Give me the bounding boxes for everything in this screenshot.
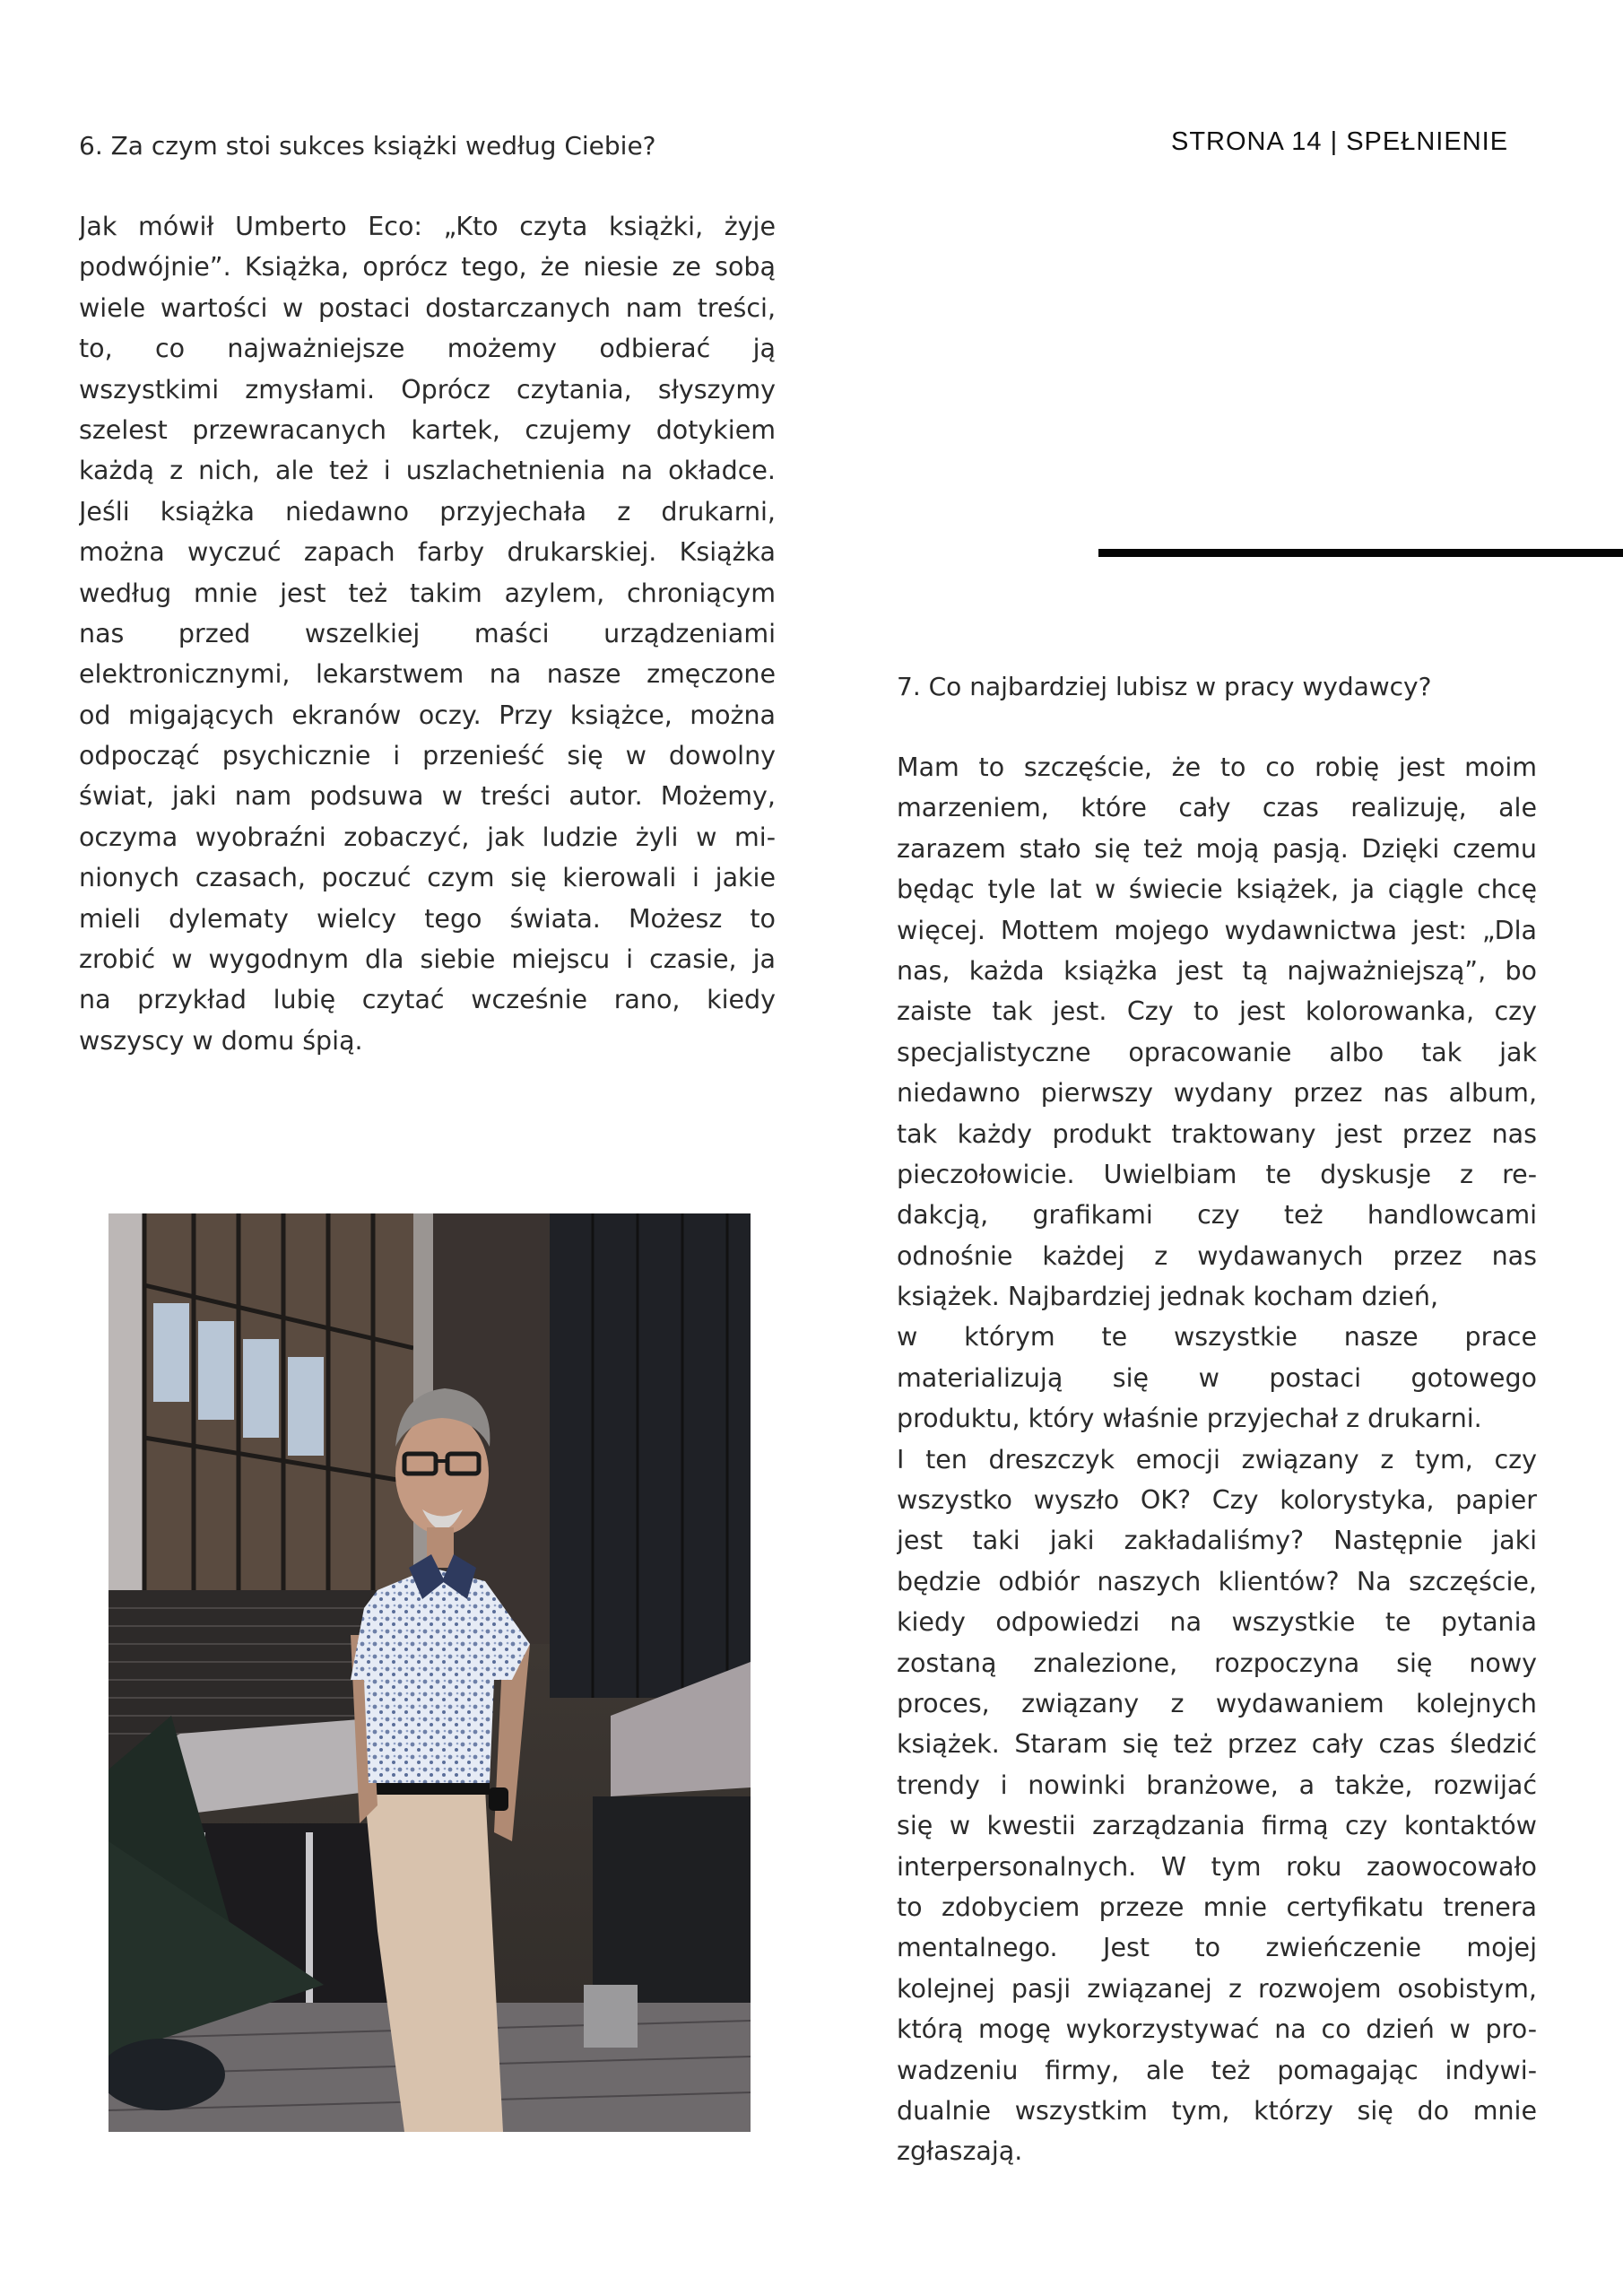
answer-line: książek. Najbardziej jednak kocham dzień, (897, 1282, 1439, 1312)
answer-line: zostaną znalezione, rozpoczyna się nowy (897, 1648, 1537, 1678)
answer-line: według mnie jest też takim azylem, chroniącym (79, 578, 776, 608)
answer-line: mentalnego. Jest to zwieńczenie mojej (897, 1933, 1537, 1963)
answer-line: I ten dreszczyk emocji związany z tym, czy (897, 1444, 1537, 1474)
answer-line: zrobić w wygodnym dla siebie miejscu i czasie, ja (79, 944, 776, 975)
right-column (897, 666, 1537, 2172)
answer-line: mieli dylematy wielcy tego świata. Możesz to (79, 903, 776, 934)
answer-line: nas przed wszelkiej maści urządzeniami (79, 618, 776, 648)
answer-line: proces, związany z wydawaniem kolejnych (897, 1688, 1537, 1718)
answer-line: wszyscy w domu śpią. (79, 1025, 363, 1056)
answer-line: szelest przewracanych kartek, czujemy dotykiem (79, 414, 776, 445)
answer-line: się w kwestii zarządzania firmą czy kontaktów (897, 1811, 1537, 1841)
answer-line: materializują się w postaci gotowego (897, 1362, 1537, 1393)
page-header-label: STRONA 14 | SPEŁNIENIE (1171, 127, 1509, 156)
left-column (79, 126, 776, 1061)
answer-line: pieczołowicie. Uwielbiam te dyskusje z re- (897, 1159, 1537, 1189)
question-7: 7. Co najbardziej lubisz w pracy wydawcy? (897, 672, 1432, 701)
answer-7 (897, 747, 1537, 2172)
answer-line: oczyma wyobraźni zobaczyć, jak ludzie żyli w mi- (79, 822, 776, 852)
answer-line: wszystko wyszło OK? Czy kolorystyka, papier (897, 1485, 1537, 1516)
answer-line: specjalistyczne opracowanie albo tak jak (897, 1037, 1537, 1067)
answer-line: wiele wartości w postaci dostarczanych nam treści, (79, 292, 776, 323)
answer-line: zarazem stało się też moją pasją. Dzięki czemu (897, 833, 1537, 864)
answer-line: wadzeniu firmy, ale też pomagając indywi- (897, 2055, 1537, 2085)
answer-line: elektronicznymi, lekarstwem na nasze zmęczone (79, 659, 776, 690)
answer-line: w którym te wszystkie nasze prace (897, 1322, 1537, 1352)
answer-line: Jak mówił Umberto Eco: „Kto czyta książki, żyje (79, 212, 776, 241)
answer-line: każdą z nich, ale też i uszlachetnienia na okładce. (79, 456, 776, 486)
answer-line: nionych czasach, poczuć czym się kierowali i jakie (79, 863, 776, 893)
divider-rule (1098, 549, 1623, 557)
answer-line: książek. Staram się też przez cały czas śledzić (897, 1729, 1537, 1760)
answer-line: wszystkimi zmysłami. Oprócz czytania, słyszymy (79, 374, 776, 404)
answer-line: Mam to szczęście, że to co robię jest moim (897, 752, 1537, 782)
answer-line: będąc tyle lat w świecie książek, ja ciągle chcę (897, 874, 1537, 905)
answer-line: którą mogę wykorzystywać na co dzień w pro- (897, 2014, 1537, 2045)
answer-line: kiedy odpowiedzi na wszystkie te pytania (897, 1607, 1537, 1638)
answer-line: można wyczuć zapach farby drukarskiej. Książka (79, 537, 776, 568)
answer-line: świat, jaki nam podsuwa w treści autor. Możemy, (79, 781, 776, 812)
portrait-photo (108, 1213, 751, 2132)
answer-line: zaiste tak jest. Czy to jest kolorowanka, czy (897, 996, 1537, 1027)
answer-line: interpersonalnych. W tym roku zaowocowało (897, 1851, 1537, 1882)
answer-line: to, co najważniejsze możemy odbierać ją (79, 334, 776, 364)
answer-line: produktu, który właśnie przyjechał z drukarni. (897, 1404, 1482, 1434)
answer-line: marzeniem, które cały czas realizuję, ale (897, 793, 1537, 823)
answer-line: trendy i nowinki branżowe, a także, rozwijać (897, 1770, 1537, 1800)
answer-line: od migających ekranów oczy. Przy książce, można (79, 700, 776, 730)
answer-line: dualnie wszystkim tym, którzy się do mnie (897, 2095, 1537, 2126)
answer-line: nas, każda książka jest tą najważniejszą”, bo (897, 955, 1537, 986)
answer-line: niedawno pierwszy wydany przez nas album, (897, 1078, 1537, 1109)
answer-line: odnośnie każdej z wydawanych przez nas (897, 1240, 1537, 1271)
answer-line: będzie odbiór naszych klientów? Na szczęście, (897, 1566, 1537, 1596)
portrait-illustration (108, 1213, 751, 2132)
answer-line: Jeśli książka niedawno przyjechała z drukarni, (79, 496, 776, 526)
answer-line: na przykład lubię czytać wcześnie rano, kiedy (79, 985, 776, 1015)
answer-line: to zdobyciem przeze mnie certyfikatu trenera (897, 1892, 1537, 1922)
answer-line: tak każdy produkt traktowany jest przez nas (897, 1118, 1537, 1149)
answer-line: zgłaszają. (897, 2136, 1023, 2167)
answer-line: podwójnie”. Książka, oprócz tego, że niesie ze sobą (79, 252, 776, 283)
answer-line: kolejnej pasji związanej z rozwojem osobistym, (897, 1973, 1537, 2004)
answer-6 (79, 206, 776, 1061)
answer-line: więcej. Mottem mojego wydawnictwa jest: „Dla (897, 915, 1537, 945)
answer-line: odpocząć psychicznie i przenieść się w dowolny (79, 741, 776, 771)
answer-line: dakcją, grafikami czy też handlowcami (897, 1200, 1537, 1231)
question-6: 6. Za czym stoi sukces książki według Ciebie? (79, 131, 656, 161)
answer-line: jest taki jaki zakładaliśmy? Następnie jaki (897, 1526, 1537, 1556)
